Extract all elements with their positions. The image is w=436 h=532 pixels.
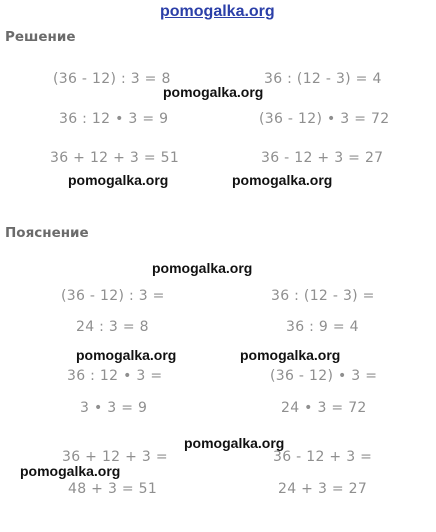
solution-line: 36 : (12 - 3) = 4 — [264, 71, 382, 87]
explanation-expression: (36 - 12) • 3 = — [270, 368, 378, 384]
solution-line: (36 - 12) • 3 = 72 — [259, 111, 390, 127]
solution-line: 36 - 12 + 3 = 27 — [261, 150, 384, 166]
solution-heading: Решение — [5, 29, 76, 45]
watermark: pomogalka.org — [240, 347, 341, 363]
solution-line: (36 - 12) : 3 = 8 — [53, 71, 171, 87]
watermark: pomogalka.org — [232, 172, 333, 188]
explanation-step: 24 : 3 = 8 — [76, 319, 149, 335]
explanation-expression: 36 - 12 + 3 = — [273, 449, 373, 465]
explanation-expression: (36 - 12) : 3 = — [61, 288, 165, 304]
solution-line: 36 : 12 • 3 = 9 — [59, 111, 169, 127]
watermark: pomogalka.org — [76, 347, 177, 363]
watermark: pomogalka.org — [20, 463, 121, 479]
explanation-expression: 36 : (12 - 3) = — [271, 288, 375, 304]
top-watermark-link[interactable]: pomogalka.org — [160, 3, 275, 20]
explanation-heading: Пояснение — [5, 225, 89, 241]
solution-line: 36 + 12 + 3 = 51 — [50, 150, 180, 166]
watermark: pomogalka.org — [184, 435, 285, 451]
explanation-step: 3 • 3 = 9 — [80, 400, 148, 416]
explanation-step: 24 • 3 = 72 — [281, 400, 367, 416]
explanation-expression: 36 : 12 • 3 = — [67, 368, 163, 384]
explanation-step: 24 + 3 = 27 — [278, 481, 368, 497]
explanation-expression: 36 + 12 + 3 = — [62, 449, 168, 465]
watermark: pomogalka.org — [68, 172, 169, 188]
watermark: pomogalka.org — [163, 84, 264, 100]
explanation-step: 36 : 9 = 4 — [286, 319, 359, 335]
watermark: pomogalka.org — [152, 260, 253, 276]
explanation-step: 48 + 3 = 51 — [68, 481, 158, 497]
